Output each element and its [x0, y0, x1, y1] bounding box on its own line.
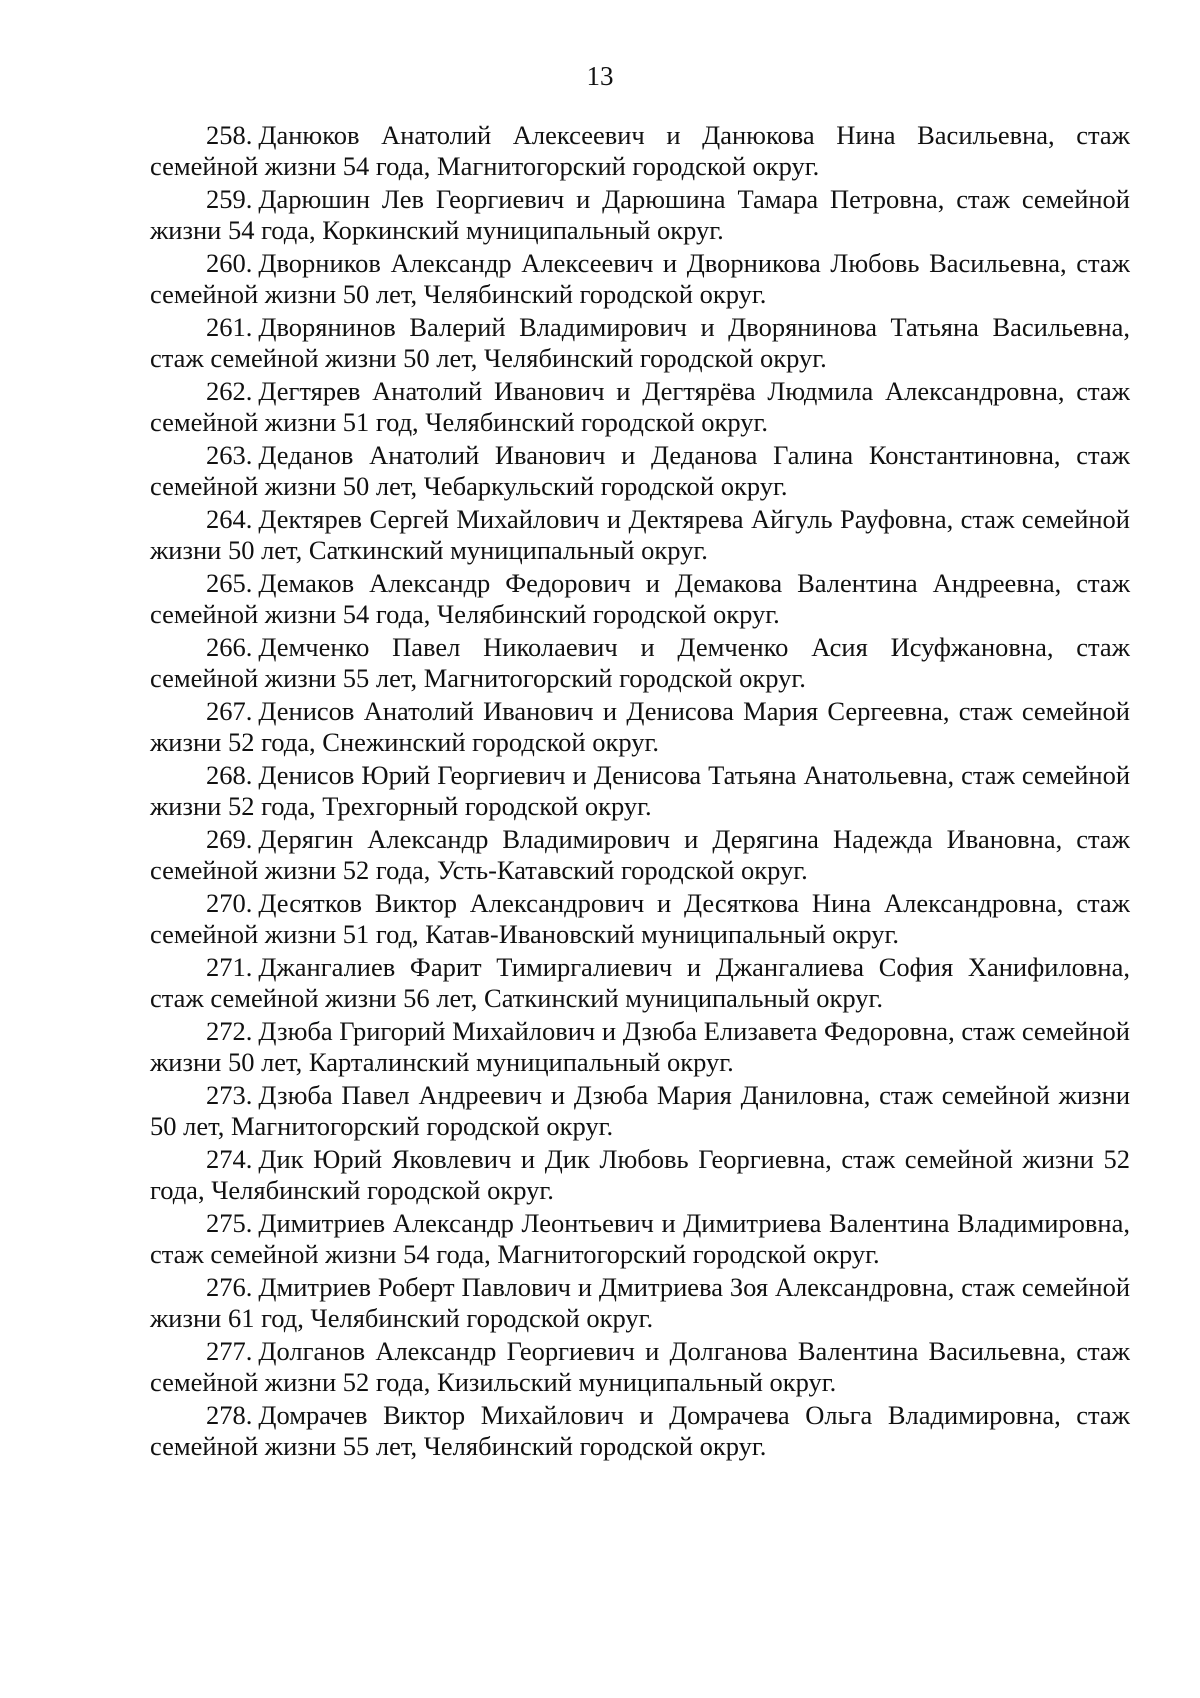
- entry-number: 265.: [206, 568, 253, 598]
- list-item: [150, 888, 1130, 949]
- list-item: [150, 952, 1130, 1013]
- list-item: [150, 824, 1130, 885]
- entry-number: 267.: [206, 696, 253, 726]
- entry-text: Дмитриев Роберт Павлович и Дмитриева Зоя Александровна, стаж семейной жизни 61 год, Челябинский городской округ.: [150, 1272, 1130, 1333]
- entry-text: Дектярев Сергей Михайлович и Дектярева Айгуль Рауфовна, стаж семейной жизни 50 лет, Саткинский муниципальный округ.: [150, 504, 1130, 565]
- entry-list: [150, 120, 1130, 1464]
- entry-text: Дерягин Александр Владимирович и Дерягина Надежда Ивановна, стаж семейной жизни 52 года, Усть-Катавский городской округ.: [150, 824, 1130, 885]
- entry-number: 278.: [206, 1400, 253, 1430]
- list-item: [150, 760, 1130, 821]
- entry-number: 270.: [206, 888, 253, 918]
- list-item: [150, 1272, 1130, 1333]
- list-item: [150, 1336, 1130, 1397]
- list-item: [150, 440, 1130, 501]
- entry-text: Дворянинов Валерий Владимирович и Дворянинова Татьяна Васильевна, стаж семейной жизни 50 лет, Челябинский городской округ.: [150, 312, 1130, 373]
- list-item: [150, 248, 1130, 309]
- entry-number: 276.: [206, 1272, 253, 1302]
- entry-number: 268.: [206, 760, 253, 790]
- entry-number: 275.: [206, 1208, 253, 1238]
- list-item: [150, 376, 1130, 437]
- entry-text: Демаков Александр Федорович и Демакова Валентина Андреевна, стаж семейной жизни 54 года, Челябинский городской округ.: [150, 568, 1130, 629]
- entry-number: 264.: [206, 504, 253, 534]
- entry-number: 266.: [206, 632, 253, 662]
- entry-number: 263.: [206, 440, 253, 470]
- entry-number: 260.: [206, 248, 253, 278]
- entry-number: 262.: [206, 376, 253, 406]
- entry-text: Деданов Анатолий Иванович и Деданова Галина Константиновна, стаж семейной жизни 50 лет, Чебаркульский городской округ.: [150, 440, 1130, 501]
- entry-number: 259.: [206, 184, 253, 214]
- entry-text: Дегтярев Анатолий Иванович и Дегтярёва Людмила Александровна, стаж семейной жизни 51 год, Челябинский городской округ.: [150, 376, 1130, 437]
- list-item: [150, 312, 1130, 373]
- entry-text: Джангалиев Фарит Тимиргалиевич и Джангалиева София Ханифиловна, стаж семейной жизни 56 лет, Саткинский муниципальный округ.: [150, 952, 1130, 1013]
- entry-text: Денисов Юрий Георгиевич и Денисова Татьяна Анатольевна, стаж семейной жизни 52 года, Трехгорный городской округ.: [150, 760, 1130, 821]
- list-item: [150, 120, 1130, 181]
- entry-text: Данюков Анатолий Алексеевич и Данюкова Нина Васильевна, стаж семейной жизни 54 года, Магнитогорский городской округ.: [150, 120, 1130, 181]
- entry-text: Дарюшин Лев Георгиевич и Дарюшина Тамара Петровна, стаж семейной жизни 54 года, Коркинский муниципальный округ.: [150, 184, 1130, 245]
- entry-text: Домрачев Виктор Михайлович и Домрачева Ольга Владимировна, стаж семейной жизни 55 лет, Челябинский городской округ.: [150, 1400, 1130, 1461]
- entry-text: Денисов Анатолий Иванович и Денисова Мария Сергеевна, стаж семейной жизни 52 года, Снежинский городской округ.: [150, 696, 1130, 757]
- list-item: [150, 696, 1130, 757]
- entry-text: Дик Юрий Яковлевич и Дик Любовь Георгиевна, стаж семейной жизни 52 года, Челябинский городской округ.: [150, 1144, 1130, 1205]
- entry-text: Демченко Павел Николаевич и Демченко Асия Исуфжановна, стаж семейной жизни 55 лет, Магнитогорский городской округ.: [150, 632, 1130, 693]
- entry-text: Дворников Александр Алексеевич и Дворникова Любовь Васильевна, стаж семейной жизни 50 лет, Челябинский городской округ.: [150, 248, 1130, 309]
- list-item: [150, 632, 1130, 693]
- list-item: [150, 184, 1130, 245]
- list-item: [150, 1016, 1130, 1077]
- list-item: [150, 1208, 1130, 1269]
- entry-text: Десятков Виктор Александрович и Десяткова Нина Александровна, стаж семейной жизни 51 год, Катав-Ивановский муниципальный округ.: [150, 888, 1130, 949]
- entry-text: Димитриев Александр Леонтьевич и Димитриева Валентина Владимировна, стаж семейной жизни 54 года, Магнитогорский городской округ.: [150, 1208, 1130, 1269]
- list-item: [150, 1080, 1130, 1141]
- entry-text: Долганов Александр Георгиевич и Долганова Валентина Васильевна, стаж семейной жизни 52 года, Кизильский муниципальный округ.: [150, 1336, 1130, 1397]
- entry-number: 271.: [206, 952, 253, 982]
- entry-number: 272.: [206, 1016, 253, 1046]
- list-item: [150, 568, 1130, 629]
- page-number: 13: [586, 61, 614, 91]
- list-item: [150, 1400, 1130, 1461]
- entry-number: 274.: [206, 1144, 253, 1174]
- entry-number: 269.: [206, 824, 253, 854]
- entry-number: 261.: [206, 312, 253, 342]
- entry-text: Дзюба Григорий Михайлович и Дзюба Елизавета Федоровна, стаж семейной жизни 50 лет, Карталинский муниципальный округ.: [150, 1016, 1130, 1077]
- entry-number: 277.: [206, 1336, 253, 1366]
- list-item: [150, 1144, 1130, 1205]
- entry-number: 273.: [206, 1080, 253, 1110]
- entry-text: Дзюба Павел Андреевич и Дзюба Мария Даниловна, стаж семейной жизни 50 лет, Магнитогорский городской округ.: [150, 1080, 1130, 1141]
- list-item: [150, 504, 1130, 565]
- entry-number: 258.: [206, 120, 253, 150]
